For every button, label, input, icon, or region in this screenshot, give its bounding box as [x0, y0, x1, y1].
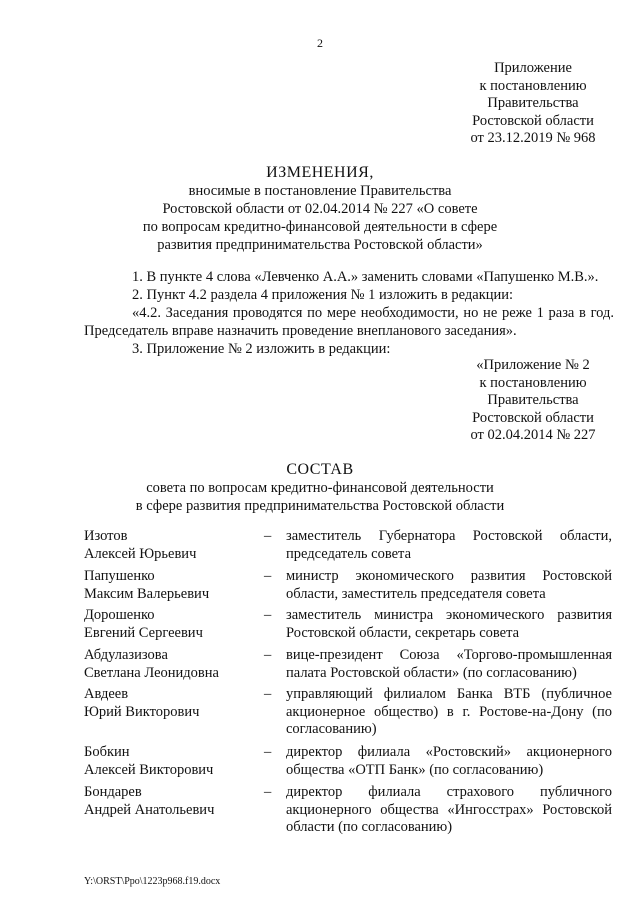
composition-subtitle-line: в сфере развития предпринимательства Ростовской области — [135, 498, 505, 514]
member-name — [84, 686, 254, 721]
quoted-paragraph: «4.2. Заседания проводятся по мере необходимости, но не реже 1 раза в год. Председатель вправе назначить проведение внепланового заседания». — [84, 305, 614, 339]
member-given-names: Евгений Сергеевич — [84, 624, 203, 641]
member-surname: Дорошенко — [84, 607, 155, 623]
changes-heading: ИЗМЕНЕНИЯ, — [266, 164, 374, 181]
appendix2-line: Правительства — [487, 392, 579, 408]
member-role: министр экономического развития Ростовской области, заместитель председателя совета — [286, 568, 612, 602]
member-surname: Папушенко — [84, 568, 155, 584]
appendix-line: Ростовской области — [472, 112, 594, 129]
member-name — [84, 568, 254, 603]
member-surname: Авдеев — [84, 686, 129, 702]
member-dash: – — [264, 607, 272, 623]
changes-subtitle-line: по вопросам кредитно-финансовой деятельности в сфере — [142, 219, 498, 235]
member-role: управляющий филиалом Банка ВТБ (публичное акционерное общество) в г. Ростове-на-Дону (по согласованию) — [286, 686, 612, 737]
change-item-2: 2. Пункт 4.2 раздела 4 приложения № 1 изложить в редакции: — [132, 287, 514, 303]
file-path-footer: Y:\ORST\Ppo\1223p968.f19.docx — [84, 876, 221, 887]
member-given-names: Алексей Викторович — [84, 761, 214, 778]
member-name — [84, 607, 254, 642]
composition-heading: СОСТАВ — [286, 461, 354, 478]
member-surname: Бобкин — [84, 744, 130, 760]
member-given-names: Андрей Анатольевич — [84, 801, 215, 818]
appendix2-line: «Приложение № 2 — [476, 357, 590, 373]
composition-subtitle-line: совета по вопросам кредитно-финансовой деятельности — [146, 480, 494, 496]
member-surname: Абдулазизова — [84, 647, 168, 663]
page-number: 2 — [317, 36, 323, 50]
member-role: заместитель Губернатора Ростовской области, председатель совета — [286, 528, 612, 562]
member-role: заместитель министра экономического развития Ростовской области, секретарь совета — [286, 607, 612, 641]
member-surname: Бондарев — [84, 784, 142, 800]
member-given-names: Максим Валерьевич — [84, 585, 210, 602]
member-surname: Изотов — [84, 528, 128, 544]
member-role: вице-президент Союза «Торгово-промышленная палата Ростовской области» (по согласованию) — [286, 647, 612, 681]
changes-subtitle-line: вносимые в постановление Правительства — [188, 183, 452, 199]
appendix-line: Правительства — [487, 95, 579, 111]
appendix-line: от 23.12.2019 № 968 — [470, 130, 596, 146]
change-item-1: 1. В пункте 4 слова «Левченко А.А.» заменить словами «Папушенко М.В.». — [132, 269, 599, 285]
member-name — [84, 528, 254, 563]
member-role: директор филиала страхового публичного акционерного общества «Ингосстрах» Ростовской области (по согласованию) — [286, 784, 612, 835]
changes-title — [0, 164, 640, 254]
change-item-3: 3. Приложение № 2 изложить в редакции: — [132, 341, 391, 357]
appendix2-line: от 02.04.2014 № 227 — [470, 427, 596, 443]
member-given-names: Юрий Викторович — [84, 703, 200, 720]
member-given-names: Светлана Леонидовна — [84, 664, 219, 681]
member-dash: – — [264, 647, 272, 663]
appendix2-header — [448, 357, 618, 445]
member-name — [84, 744, 254, 779]
appendix2-line: Ростовской области — [472, 409, 594, 426]
member-dash: – — [264, 686, 272, 702]
member-dash: – — [264, 528, 272, 544]
appendix2-line: к постановлению — [479, 374, 587, 391]
member-role: директор филиала «Ростовский» акционерного общества «ОТП Банк» (по согласованию) — [286, 744, 612, 778]
member-name — [84, 784, 254, 819]
appendix-line: Приложение — [494, 60, 572, 76]
appendix-header — [448, 60, 618, 148]
member-given-names: Алексей Юрьевич — [84, 545, 197, 562]
member-dash: – — [264, 744, 272, 760]
changes-subtitle-line: Ростовской области от 02.04.2014 № 227 «О совете — [162, 201, 478, 217]
member-dash: – — [264, 568, 272, 584]
appendix-line: к постановлению — [479, 77, 587, 94]
change-items — [84, 268, 614, 358]
composition-title — [0, 461, 640, 515]
member-dash: – — [264, 784, 272, 800]
changes-subtitle-line: развития предпринимательства Ростовской области» — [157, 237, 483, 253]
member-name — [84, 647, 254, 682]
